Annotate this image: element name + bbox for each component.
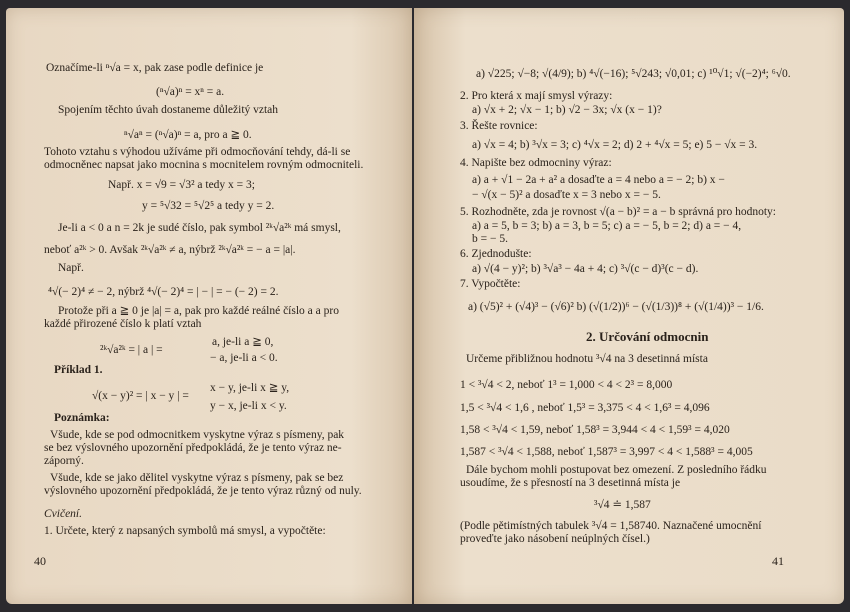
left-text-line: každé přirozené číslo k platí vztah — [44, 318, 202, 330]
left-text-line: − a, je-li a < 0. — [210, 352, 278, 364]
right-text-line: a) a = 5, b = 3; b) a = 3, b = 5; c) a = − 5, b = 2; d) a = − 4, — [472, 220, 742, 232]
left-text-line: y − x, je-li x < y. — [210, 400, 287, 412]
left-text-line: výslovného upozornění předpokládá, že je tento výraz různý od nuly. — [44, 485, 362, 497]
right-text-line: proveďte jako násobení neúplných čísel.) — [460, 533, 650, 545]
right-text-line: (Podle pětimístných tabulek ³√4 = 1,58740. Naznačené umocnění — [460, 520, 762, 532]
right-text-line: a) √(4 − y)²; b) ³√a³ − 4a + 4; c) ³√(c − d)³(c − d). — [472, 263, 699, 275]
right-text-line: a) √225; √−8; √(4/9); b) ⁴√(−16); ⁵√243; √0,01; c) ¹⁰√1; √(−2)⁴; ⁶√0. — [476, 68, 791, 80]
left-text-line: 1. Určete, který z napsaných symbolů má smysl, a vypočtěte: — [44, 525, 326, 537]
left-text-line: y = ⁵√32 = ⁵√2⁵ a tedy y = 2. — [142, 200, 275, 212]
right-page-number: 41 — [772, 554, 784, 568]
right-text-line: 1,58 < ³√4 < 1,59, neboť 1,58³ = 3,944 < 4 < 1,59³ = 4,020 — [460, 424, 730, 436]
left-text-line: záporný. — [44, 455, 84, 467]
right-text-line: 1,587 < ³√4 < 1,588, neboť 1,587³ = 3,997 < 4 < 1,588³ = 4,005 — [460, 446, 753, 458]
left-text-line: ⁿ√aⁿ = (ⁿ√a)ⁿ = a, pro a ≧ 0. — [124, 129, 252, 141]
right-text-line: 2. Pro která x mají smysl výrazy: — [460, 90, 613, 102]
right-text-line: 6. Zjednodušte: — [460, 248, 532, 260]
right-text-line: Dále bychom mohli postupovat bez omezení. Z posledního řádku — [466, 464, 767, 476]
right-page — [414, 8, 844, 604]
right-text-line: 4. Napište bez odmocniny výraz: — [460, 157, 612, 169]
left-text-line: Tohoto vztahu s výhodou užíváme při odmocňování tehdy, dá-li se — [44, 146, 351, 158]
left-text-line: Např. — [58, 262, 84, 274]
left-text-line: Např. x = √9 = √3² a tedy x = 3; — [108, 179, 255, 191]
right-text-line: a) (√5)² + (√4)³ − (√6)² b) (√(1/2))⁶ − (√(1/3))⁸ + (√(1/4))³ − 1/6. — [468, 301, 764, 313]
left-page-number: 40 — [34, 554, 46, 568]
right-text-line: a) √x = 4; b) ³√x = 3; c) ⁴√x = 2; d) 2 + ⁴√x = 5; e) 5 − √x = 3. — [472, 139, 758, 151]
right-text-line: 1 < ³√4 < 2, neboť 1³ = 1,000 < 4 < 2³ = 8,000 — [460, 379, 673, 391]
left-text-line: a, je-li a ≧ 0, — [212, 336, 274, 348]
right-text-line: a) √x + 2; √x − 1; b) √2 − 3x; √x (x − 1)? — [472, 104, 662, 116]
right-text-line: Určeme přibližnou hodnotu ³√4 na 3 desetinná místa — [466, 353, 708, 365]
left-text-line: Spojením těchto úvah dostaneme důležitý vztah — [58, 104, 279, 116]
left-text-line: (ⁿ√a)ⁿ = xⁿ = a. — [156, 86, 225, 98]
right-text-line: usoudíme, že s přesností na 3 desetinná místa je — [460, 477, 681, 489]
right-text-line: − √(x − 5)² a dosaďte x = 3 nebo x = − 5. — [472, 189, 661, 201]
left-text-line: ²ᵏ√a²ᵏ = | a | = — [100, 344, 163, 356]
right-text-line: ³√4 ≐ 1,587 — [594, 499, 651, 511]
right-text-line: 7. Vypočtěte: — [460, 278, 521, 290]
left-text-line: Je-li a < 0 a n = 2k je sudé číslo, pak symbol ²ᵏ√a²ᵏ má smysl, — [58, 222, 341, 234]
right-text-line: a) a + √1 − 2a + a² a dosaďte a = 4 nebo a = − 2; b) x − — [472, 174, 725, 186]
left-text-line: odmocněnec napsat jako mocnina s mocnitelem rovným odmocniteli. — [44, 159, 364, 171]
left-text-line: ⁴√(− 2)⁴ ≠ − 2, nýbrž ⁴√(− 2)⁴ = | − | = − (− 2) = 2. — [48, 286, 279, 298]
right-text-line: 2. Určování odmocnin — [586, 329, 709, 344]
right-text-line: b = − 5. — [472, 233, 508, 245]
left-text-line: neboť a²ᵏ > 0. Avšak ²ᵏ√a²ᵏ ≠ a, nýbrž ²ᵏ√a²ᵏ = − a = |a|. — [44, 244, 296, 256]
left-text-line: Protože při a ≧ 0 je |a| = a, pak pro každé reálné číslo a a pro — [58, 305, 339, 317]
left-text-line: x − y, je-li x ≧ y, — [210, 382, 290, 394]
left-text-line: Cvičení. — [44, 508, 82, 520]
right-text-line: 3. Řešte rovnice: — [460, 120, 538, 132]
left-text-line: √(x − y)² = | x − y | = — [92, 390, 189, 402]
left-text-line: Příklad 1. — [54, 364, 103, 376]
right-text-line: 5. Rozhodněte, zda je rovnost √(a − b)² = a − b správná pro hodnoty: — [460, 206, 777, 218]
left-text-line: Všude, kde se jako dělitel vyskytne výraz s písmeny, pak se bez — [50, 472, 344, 484]
left-text-line: Všude, kde se pod odmocnitkem vyskytne výraz s písmeny, pak — [50, 429, 345, 441]
left-text-line: Označíme-li ⁿ√a = x, pak zase podle definice je — [46, 62, 264, 74]
left-text-line: se bez výslovného upozornění předpokládá, že je tento výraz ne- — [44, 442, 342, 454]
left-text-line: Poznámka: — [54, 412, 110, 424]
right-text-line: 1,5 < ³√4 < 1,6 , neboť 1,5³ = 3,375 < 4 < 1,6³ = 4,096 — [460, 402, 710, 414]
left-page — [6, 8, 412, 604]
